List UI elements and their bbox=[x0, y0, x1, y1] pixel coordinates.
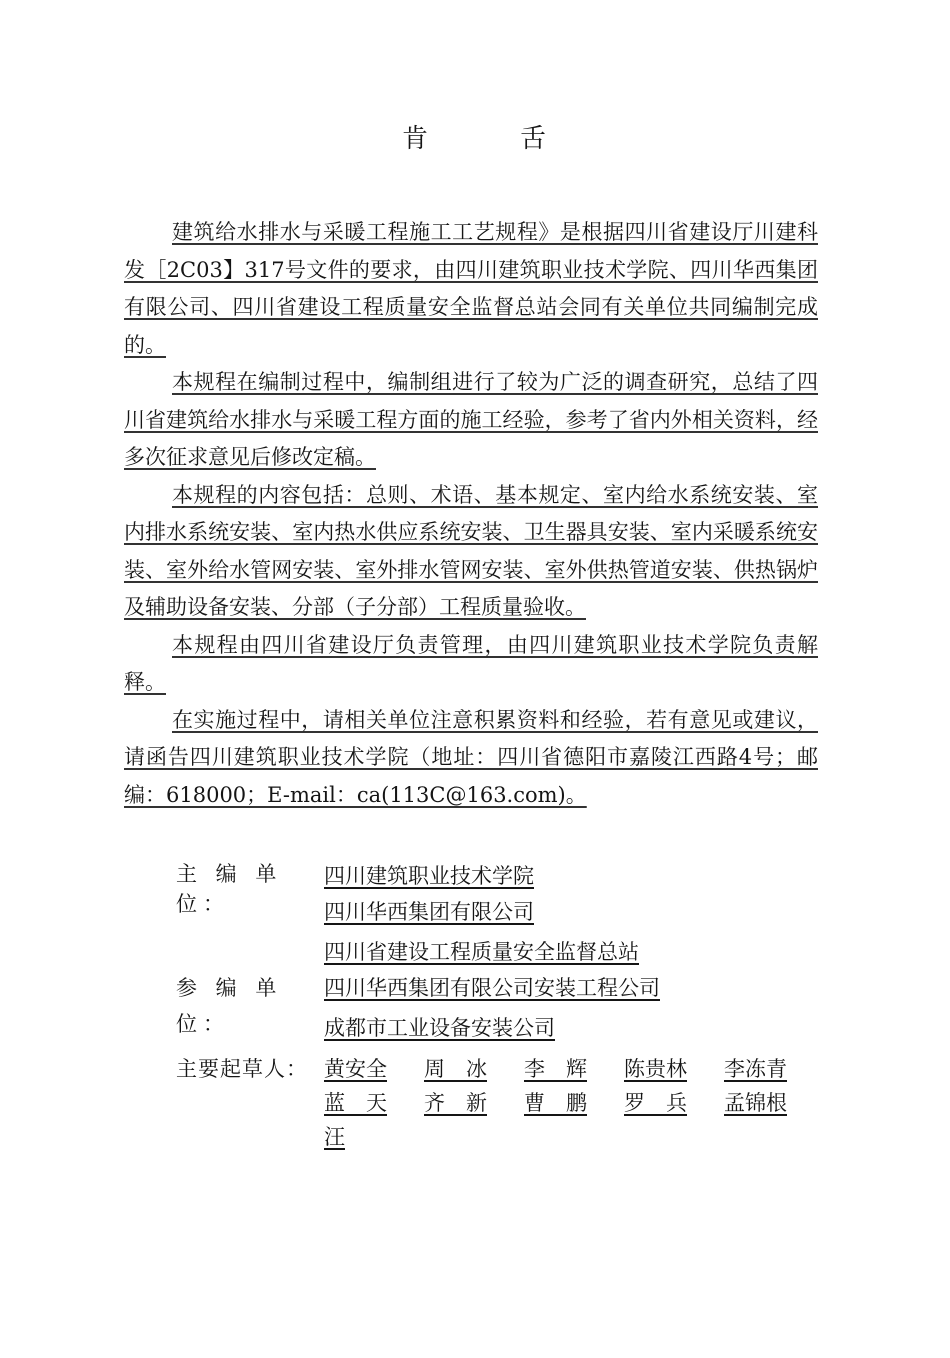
participant-label: 参 编 单 位： bbox=[176, 976, 283, 1036]
drafter-name: 汪 bbox=[324, 1125, 345, 1149]
drafter-name: 陈贵林 bbox=[624, 1057, 687, 1081]
page-title bbox=[0, 118, 950, 155]
preface-body bbox=[124, 214, 818, 814]
participant-row bbox=[176, 970, 824, 1046]
drafter-name: 李 辉 bbox=[524, 1057, 587, 1081]
editor-label: 主 编 单 位： bbox=[176, 862, 283, 916]
paragraph-2: 本规程在编制过程中，编制组进行了较为广泛的调查研究，总结了四川省建筑给水排水与采暖工程方面的施工经验，参考了省内外相关资料，经多次征求意见后修改定稿。 bbox=[124, 370, 818, 469]
editor-row bbox=[176, 858, 824, 970]
paragraph-1: 建筑给水排水与采暖工程施工工艺规程》是根据四川省建设厅川建科发［2C03】317号文件的要求，由四川建筑职业技术学院、四川华西集团有限公司、四川省建设工程质量安全监督总站会同有关单位共同编制完成的。 bbox=[124, 220, 818, 357]
editor-unit: 四川华西集团有限公司 bbox=[324, 900, 534, 924]
title-right-char: 舌 bbox=[520, 124, 549, 154]
editor-unit: 四川建筑职业技术学院 bbox=[324, 864, 534, 888]
drafters-label: 主要起草人： bbox=[176, 1057, 308, 1081]
paragraph-3: 本规程的内容包括：总则、术语、基本规定、室内给水系统安装、室内排水系统安装、室内热水供应系统安装、卫生器具安装、室内采暖系统安装、室外给水管网安装、室外排水管网安装、室外供热管道安装、供热锅炉及辅助设备安装、分部（子分部）工程质量验收。 bbox=[124, 482, 818, 619]
paragraph-5: 在实施过程中，请相关单位注意积累资料和经验，若有意见或建议，请函告四川建筑职业技术学院（地址：四川省德阳市嘉陵江西路4号；邮编：618000；E-mail：ca(113C@163.com)。 bbox=[124, 707, 818, 807]
title-left-char: 肯 bbox=[401, 124, 430, 154]
paragraph-4: 本规程由四川省建设厅负责管理，由四川建筑职业技术学院负责解释。 bbox=[124, 632, 818, 694]
participant-unit: 四川华西集团有限公司安装工程公司 bbox=[324, 976, 660, 1000]
drafter-name: 李冻青 bbox=[724, 1057, 787, 1081]
drafter-name: 罗 兵 bbox=[624, 1091, 687, 1115]
participant-unit: 成都市工业设备安装公司 bbox=[324, 1016, 555, 1040]
drafter-name: 曹 鹏 bbox=[524, 1091, 587, 1115]
drafter-name: 周 冰 bbox=[424, 1057, 487, 1081]
drafter-name: 齐 新 bbox=[424, 1091, 487, 1115]
editor-unit: 四川省建设工程质量安全监督总站 bbox=[324, 940, 639, 964]
drafter-name: 孟锦根 bbox=[724, 1091, 787, 1115]
drafter-name: 黄安全 bbox=[324, 1057, 387, 1081]
drafter-name: 蓝 天 bbox=[324, 1091, 387, 1115]
credits-block bbox=[176, 858, 824, 1154]
drafters-row bbox=[176, 1052, 824, 1154]
